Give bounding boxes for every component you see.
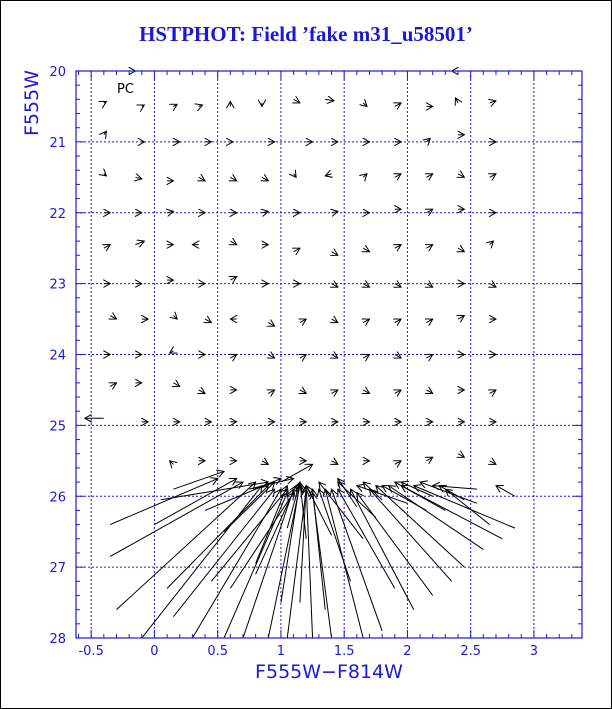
x-axis-label: F555W−F814W — [255, 661, 403, 683]
x-tick-label: -0.5 — [78, 644, 104, 659]
displacement-vector — [104, 245, 110, 249]
displacement-vector — [110, 383, 116, 387]
displacement-vector — [363, 174, 367, 178]
displacement-vector — [363, 390, 369, 394]
displacement-vector — [135, 177, 141, 178]
displacement-vector — [173, 383, 179, 387]
displacement-vector — [414, 486, 515, 529]
displacement-vector — [351, 489, 414, 609]
displacement-vector — [268, 486, 300, 638]
displacement-vector — [192, 489, 281, 638]
displacement-vector — [395, 174, 401, 178]
displacement-vector — [363, 284, 369, 288]
displacement-vector — [224, 493, 287, 638]
displacement-vector — [332, 390, 338, 394]
displacement-vector — [300, 486, 306, 603]
x-tick-label: 1.5 — [333, 644, 355, 659]
displacement-vector — [332, 489, 383, 631]
displacement-vector — [205, 479, 281, 511]
displacement-vector — [426, 355, 432, 359]
displacement-vector — [110, 479, 218, 525]
displacement-vector — [262, 177, 268, 181]
displacement-vector — [173, 104, 177, 106]
displacement-vector — [332, 319, 338, 323]
axes — [49, 65, 582, 659]
displacement-vector — [142, 486, 262, 638]
chart-title: HSTPHOT: Field ’fake m31_u58501’ — [139, 22, 473, 46]
displacement-vector — [363, 355, 369, 359]
displacement-vector — [104, 101, 107, 102]
displacement-vector — [325, 174, 331, 176]
displacement-vector — [395, 461, 401, 465]
displacement-vector — [458, 454, 464, 458]
displacement-vector — [116, 482, 255, 610]
displacement-vector — [426, 174, 432, 178]
y-tick-label: 23 — [49, 277, 66, 293]
displacement-vector — [104, 131, 107, 135]
displacement-vector — [262, 211, 268, 212]
pc-annotation: PC — [117, 82, 134, 97]
displacement-vector — [490, 174, 496, 178]
displacement-vector — [313, 493, 332, 638]
displacement-vector — [363, 319, 369, 323]
x-tick-label: 3 — [529, 644, 539, 659]
displacement-vector — [332, 252, 338, 256]
displacement-vector — [230, 241, 236, 245]
displacement-vector — [199, 177, 205, 181]
displacement-vector — [395, 319, 401, 323]
displacement-vector — [154, 479, 236, 525]
y-tick-label: 24 — [49, 348, 66, 364]
displacement-vector — [281, 464, 313, 482]
displacement-vector — [332, 461, 338, 465]
displacement-vector — [199, 105, 203, 106]
displacement-vector — [496, 486, 515, 497]
displacement-vector — [490, 461, 496, 465]
displacement-vector — [300, 355, 306, 359]
displacement-vector — [170, 461, 174, 465]
displacement-vector — [256, 486, 296, 575]
displacement-vector — [426, 390, 432, 394]
x-tick-label: 0.5 — [207, 644, 229, 659]
displacement-vector — [306, 486, 312, 638]
displacement-vector — [135, 241, 144, 245]
displacement-vector — [325, 99, 334, 100]
displacement-vector — [268, 355, 274, 359]
grid-layer — [76, 71, 582, 638]
displacement-vector — [490, 390, 496, 394]
displacement-vector — [173, 316, 177, 320]
y-tick-label: 22 — [49, 206, 66, 222]
displacement-vector — [110, 482, 243, 556]
displacement-vector — [426, 284, 432, 288]
displacement-vector — [395, 103, 401, 107]
displacement-vector — [395, 284, 401, 288]
displacement-vector — [230, 177, 236, 181]
displacement-vector — [338, 479, 357, 507]
displacement-vector — [104, 174, 107, 176]
x-tick-label: 2 — [403, 644, 412, 659]
displacement-vector — [332, 355, 338, 359]
displacement-vector — [490, 101, 496, 103]
displacement-vector — [426, 209, 432, 213]
displacement-vector — [426, 457, 432, 461]
displacement-vector — [456, 98, 459, 103]
displacement-vector — [458, 316, 464, 320]
displacement-vector — [110, 316, 116, 320]
displacement-vector — [199, 390, 205, 394]
displacement-vector — [300, 390, 306, 394]
y-tick-label: 28 — [49, 632, 66, 647]
x-tick-label: 1 — [276, 644, 286, 659]
displacement-vector — [294, 99, 300, 103]
displacement-vector — [319, 482, 363, 539]
displacement-vector — [230, 493, 293, 589]
displacement-vector — [458, 248, 464, 252]
y-tick-label: 27 — [49, 561, 66, 577]
displacement-vector — [490, 284, 496, 288]
displacement-vector — [426, 319, 432, 323]
displacement-vector — [395, 390, 401, 394]
y-tick-label: 25 — [49, 419, 66, 435]
displacement-vector — [357, 486, 408, 504]
displacement-vector — [294, 174, 297, 178]
displacement-vector — [268, 390, 274, 394]
displacement-vector — [395, 245, 401, 249]
displacement-vector — [395, 355, 401, 359]
displacement-vector — [426, 138, 430, 142]
displacement-vector — [294, 248, 300, 252]
displacement-vector — [262, 461, 268, 465]
displacement-vector — [142, 105, 145, 106]
y-axis-label: F555W — [21, 70, 43, 136]
displacement-vector — [230, 355, 236, 359]
displacement-vector — [300, 319, 306, 323]
displacement-vector — [224, 482, 275, 532]
displacement-vector — [230, 277, 236, 281]
displacement-vector — [170, 351, 174, 353]
x-tick-label: 2.5 — [460, 644, 482, 659]
displacement-vector — [332, 284, 338, 288]
x-tick-label: 0 — [150, 644, 159, 659]
y-tick-label: 26 — [49, 490, 66, 506]
displacement-vector — [458, 174, 464, 178]
y-tick-label: 20 — [49, 65, 66, 80]
displacement-vector — [426, 245, 432, 249]
displacement-vector — [490, 241, 494, 245]
y-tick-label: 21 — [49, 135, 66, 151]
displacement-vector — [268, 323, 274, 327]
displacement-vector — [363, 103, 367, 107]
displacement-vector — [363, 482, 382, 500]
displacement-vector — [205, 319, 211, 323]
displacement-vector — [376, 486, 465, 568]
displacement-vector — [363, 248, 369, 252]
